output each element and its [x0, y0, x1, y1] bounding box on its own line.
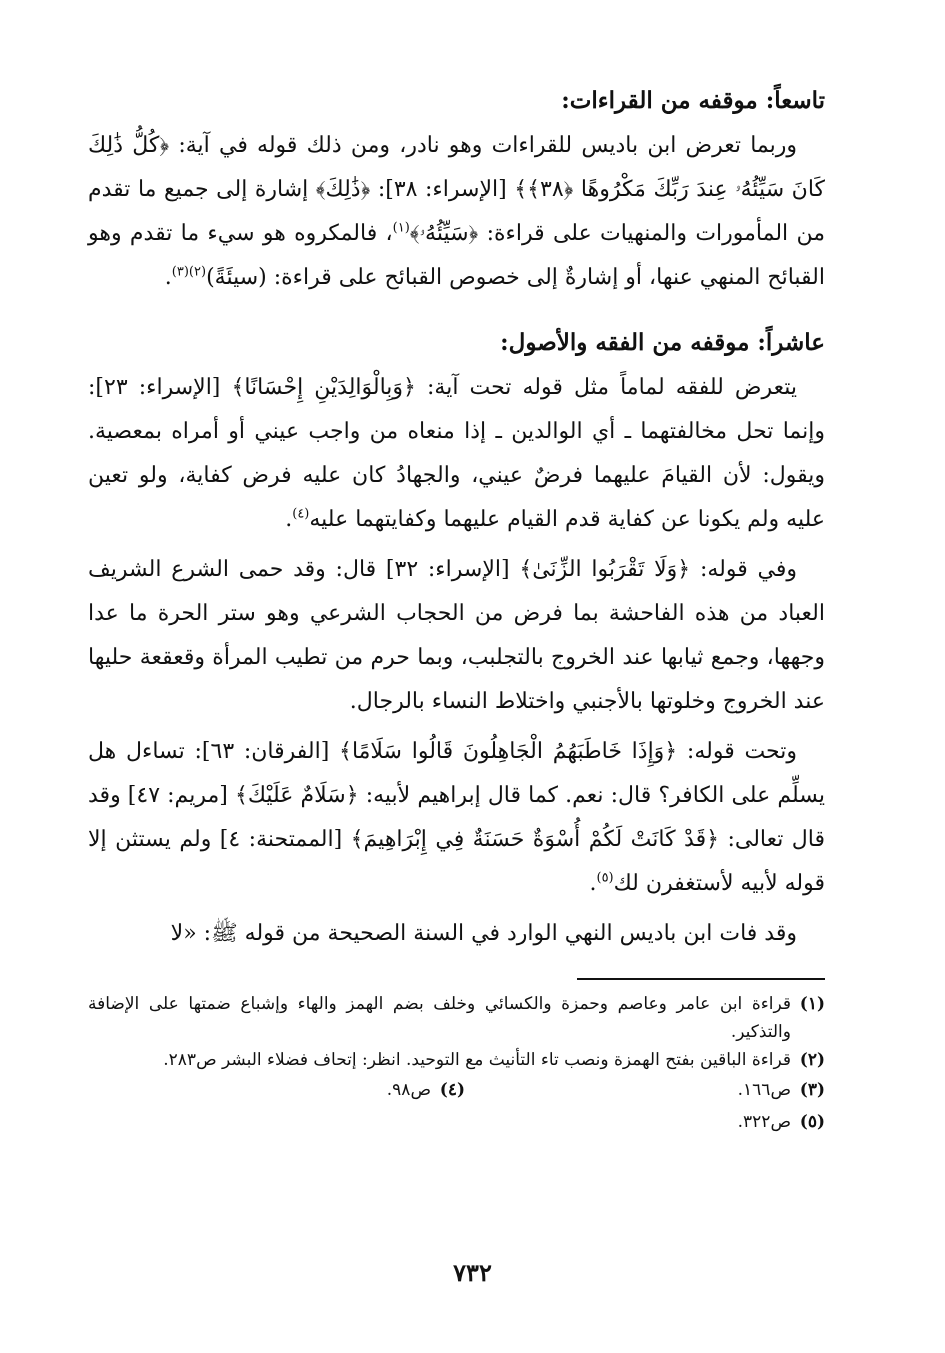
footnote-ref-5: (٥)	[596, 870, 614, 886]
footnote-number: (٥)	[799, 1112, 825, 1132]
text-run: وربما تعرض ابن باديس للقراءات وهو نادر، ومن ذلك قوله في آية: ﴿كُلُّ ذَٰلِكَ كَانَ سَيِّئُهُۥ عِندَ رَبِّكَ مَكْرُوهًا ﴿٣٨﴾﴾ [الإسراء: ٣٨]: ﴿ذَٰلِكَ﴾ إشارة إلى جميع ما تقدم من المأمورات والمنهيات على قراءة: ﴿سَيِّئُهُۥ﴾	[88, 133, 825, 246]
footnote-number: (١)	[799, 994, 825, 1014]
footnote-number: (٢)	[799, 1050, 825, 1070]
footnote-5	[465, 1106, 825, 1138]
footnote-ref-4: (٤)	[292, 506, 310, 522]
footnote-1	[88, 990, 825, 1046]
footnote-ref-2-3: (٢)(٣)	[171, 264, 207, 280]
page-number: ٧٣٢	[453, 1258, 492, 1287]
section-heading-fiqh: عاشراً: موقفه من الفقه والأصول:	[500, 329, 825, 356]
section-heading-readings: تاسعاً: موقفه من القراءات:	[561, 87, 825, 114]
text-run: .	[164, 265, 172, 290]
text-run: .	[285, 507, 293, 532]
footnote-2	[88, 1046, 825, 1074]
footnote-text: قراءة ابن عامر وعاصم وحمزة والكسائي وخلف بضم الهمز والهاء وإشباع ضمتها على الإضافة والتذكير.	[88, 994, 791, 1042]
text-run: وتحت قوله: ﴿وَإِذَا خَاطَبَهُمُ الْجَاهِلُونَ قَالُوا سَلَامًا﴾ [الفرقان: ٦٣]: تساءل هل يسلِّم على الكافر؟ قال: نعم. كما قال إبراهيم لأبيه: ﴿سَلَامٌ عَلَيْكَ﴾ [مريم: ٤٧] وقد قال تعالى: ﴿قَدْ كَانَتْ لَكُمْ أُسْوَةٌ حَسَنَةٌ فِي إِبْرَاهِيمَ﴾ [الممتحنة: ٤] ولم يستثن إلا قوله لأبيه لأستغفرن لك	[88, 739, 826, 896]
footnote-ref-1: (١)	[392, 220, 410, 236]
footnote-row-5	[88, 1106, 825, 1138]
paragraph-fiqh-4: وقد فات ابن باديس النهي الوارد في السنة الصحيحة من قوله ﷺ: «لا	[170, 921, 797, 946]
footnote-3	[465, 1074, 825, 1106]
paragraph-fiqh-3	[88, 730, 825, 906]
footnote-4	[105, 1074, 465, 1106]
footnote-number: (٣)	[799, 1080, 825, 1100]
paragraph-fiqh-1	[88, 366, 825, 542]
footnote-text: ص٩٨.	[386, 1080, 431, 1100]
footnote-text: قراءة الباقين بفتح الهمزة ونصب تاء التأنيث مع التوحيد. انظر: إتحاف فضلاء البشر ص٢٨٣.	[163, 1050, 791, 1070]
footnote-number: (٤)	[439, 1080, 465, 1100]
text-run: ، فالمكروه هو سيء ما تقدم وهو القبائح المنهي عنها، أو إشارةٌ إلى خصوص القبائح على قراءة: (سيئَةً)	[88, 221, 825, 290]
text-run: .	[589, 871, 597, 896]
footnote-text: ص١٦٦.	[737, 1080, 791, 1100]
paragraph-fiqh-2: وفي قوله: ﴿وَلَا تَقْرَبُوا الزِّنَىٰ﴾ [الإسراء: ٣٢] قال: وقد حمى الشرع الشريف العباد من هذه الفاحشة بما فرض من الحجاب الشرعي وهو ستر الحرة ما عدا وجهها، وجمع ثيابها عند الخروج بالتجلبب، وبما حرم من تطيب المرأة وقعقعة حليها عند الخروج وخلوتها بالأجنبي واختلاط النساء بالرجال.	[88, 557, 825, 714]
footnote-row-3-4	[88, 1074, 825, 1106]
spacer	[88, 306, 825, 320]
text-run: يتعرض للفقه لماماً مثل قوله تحت آية: ﴿وَبِالْوَالِدَيْنِ إِحْسَانًا﴾ [الإسراء: ٢٣]: وإنما تحل مخالفتهما ـ أي الوالدين ـ إذا منعاه من واجب عيني أو أمراه بمعصية. ويقول: لأن القيامَ عليهما فرضٌ عيني، والجهادُ كان عليه فرض كفاية، ولو تعين عليه ولم يكونا عن كفاية قدم القيام عليهما وكفايتهما عليه	[88, 375, 825, 532]
paragraph-readings	[88, 124, 825, 300]
footnote-separator	[577, 978, 825, 980]
footnote-text: ص٣٢٢.	[737, 1112, 791, 1132]
